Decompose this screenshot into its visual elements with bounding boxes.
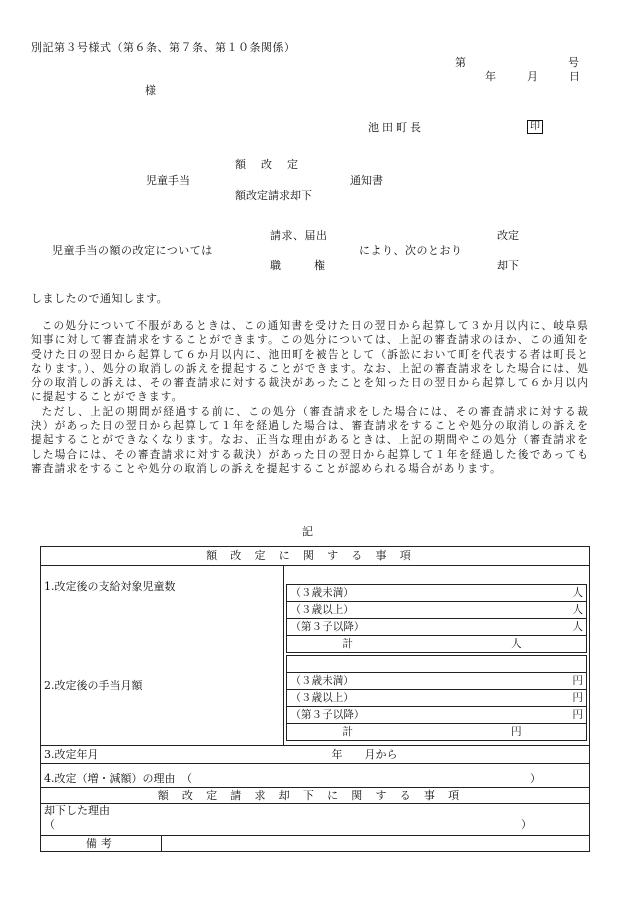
children-row-over3 bbox=[287, 602, 587, 619]
seal bbox=[527, 119, 543, 134]
notice-paragraph-1: この処分について不服があるときは、この通知書を受けた日の翌日から起算して３か月以内に、岐阜県知事に対して審査請求をすることができます。この処分については、上記の審査請求のほか、この通知を受けた日の翌日から起算して６か月以内に、池田町を被告として（訴訟において町を代表する者は町長となります。）、処分の取消しの訴えを提起することができます。なお、上記の審査請求をした場合には、処分の取消しの訴えは、その審査請求に対する裁決があったことを知った日の翌日から起算して６か月以内に提起することができます。 bbox=[31, 320, 589, 404]
ki-mark: 記 bbox=[302, 525, 313, 538]
children-label-over3: （３歳以上） 人 bbox=[287, 602, 587, 619]
amount-row-over3 bbox=[287, 690, 587, 707]
children-count-table bbox=[286, 584, 587, 653]
date-day: 日 bbox=[569, 70, 580, 83]
amount-row-third bbox=[287, 707, 587, 724]
title-option-top: 額 改 定 bbox=[235, 158, 300, 171]
children-unit-under3: 人 bbox=[572, 587, 583, 599]
monthly-amount-cell bbox=[284, 653, 590, 746]
children-row-third bbox=[287, 619, 587, 636]
number-prefix: 第 bbox=[455, 56, 466, 69]
children-total-unit: 人 bbox=[510, 638, 522, 650]
children-label-under3: （３歳未満） 人 bbox=[287, 585, 587, 602]
option2-a: 改定 bbox=[497, 229, 519, 242]
amount-total: 計 円 bbox=[287, 724, 587, 741]
children-label-third: （第３子以降） 人 bbox=[287, 619, 587, 636]
section2-header: 額改定請求却下に関する事項 bbox=[41, 788, 590, 804]
body-lead: 児童手当の額の改定については bbox=[52, 244, 213, 257]
revision-reason-close: ） bbox=[530, 772, 541, 785]
amount-row-under3 bbox=[287, 673, 587, 690]
revision-reason-label: 4.改定（増・減額）の理由 （ bbox=[44, 772, 192, 785]
form-table bbox=[40, 546, 590, 852]
children-total: 計 人 bbox=[287, 636, 587, 653]
date-month: 月 bbox=[527, 70, 538, 83]
amount-total-unit: 円 bbox=[510, 726, 522, 738]
section1-header: 額改定に関する事項 bbox=[41, 547, 590, 566]
body-closing: しましたので通知します。 bbox=[31, 292, 169, 305]
revision-month-row bbox=[41, 746, 590, 764]
remarks-label: 備考 bbox=[41, 836, 162, 852]
children-row-under3 bbox=[287, 585, 587, 602]
body-mid: により、次のとおり bbox=[359, 244, 463, 257]
seal-mark: 印 bbox=[527, 120, 543, 134]
remarks-value bbox=[161, 836, 589, 852]
amount-row-total bbox=[287, 724, 587, 741]
amount-label-under3: （３歳未満） 円 bbox=[287, 673, 587, 690]
title-right: 通知書 bbox=[350, 174, 383, 187]
addressee-suffix: 様 bbox=[145, 84, 156, 97]
children-count-label: 1.改定後の支給対象児童数 bbox=[41, 566, 284, 654]
title-option-bottom: 額改定請求却下 bbox=[235, 189, 312, 202]
rejection-reason-bracket: （ ） bbox=[44, 818, 532, 831]
amount-unit-under3: 円 bbox=[572, 675, 583, 687]
amount-row-blank bbox=[287, 656, 587, 673]
monthly-amount-table bbox=[286, 655, 587, 741]
revision-month-value: 年 月から bbox=[331, 748, 398, 761]
rejection-reason-label: 却下した理由 bbox=[44, 804, 110, 817]
notice-paragraphs bbox=[31, 319, 589, 476]
date-year: 年 bbox=[485, 70, 496, 83]
amount-unit-over3: 円 bbox=[572, 692, 583, 704]
amount-label-over3: （３歳以上） 円 bbox=[287, 690, 587, 707]
revision-month-label: 3.改定年月 bbox=[44, 748, 99, 761]
revision-reason-row bbox=[41, 764, 590, 788]
form-id: 別記第３号様式（第６条、第７条、第１０条関係） bbox=[31, 41, 296, 54]
option1-a: 請求、届出 bbox=[270, 229, 328, 242]
children-count-cell bbox=[284, 566, 590, 654]
amount-label-third: （第３子以降） 円 bbox=[287, 707, 587, 724]
rejection-reason-close: ） bbox=[521, 818, 532, 831]
notice-paragraph-2: ただし、上記の期間が経過する前に、この処分（審査請求をした場合には、その審査請求に対する裁決）があった日の翌日から起算して１年を経過した場合は、審査請求をすることや処分の取消しの訴えを提起することができなくなります。なお、正当な理由があるときは、上記の期間やこの処分（審査請求をした場合には、その審査請求に対する裁決）があった日の翌日から起算して１年を経過した後であっても審査請求をすることや処分の取消しの訴えを提起することが認められる場合があります。 bbox=[31, 405, 589, 475]
option2-b: 却下 bbox=[497, 259, 519, 272]
amount-unit-third: 円 bbox=[572, 709, 583, 721]
children-row-total bbox=[287, 636, 587, 653]
title-left: 児童手当 bbox=[146, 174, 190, 187]
rejection-reason-cell bbox=[41, 804, 590, 836]
option1-b: 職 権 bbox=[270, 259, 325, 272]
issuer: 池田町長 bbox=[368, 121, 424, 134]
number-suffix: 号 bbox=[568, 56, 579, 69]
children-unit-over3: 人 bbox=[572, 604, 583, 616]
children-unit-third: 人 bbox=[572, 621, 583, 633]
monthly-amount-label: 2.改定後の手当月額 bbox=[41, 653, 284, 746]
